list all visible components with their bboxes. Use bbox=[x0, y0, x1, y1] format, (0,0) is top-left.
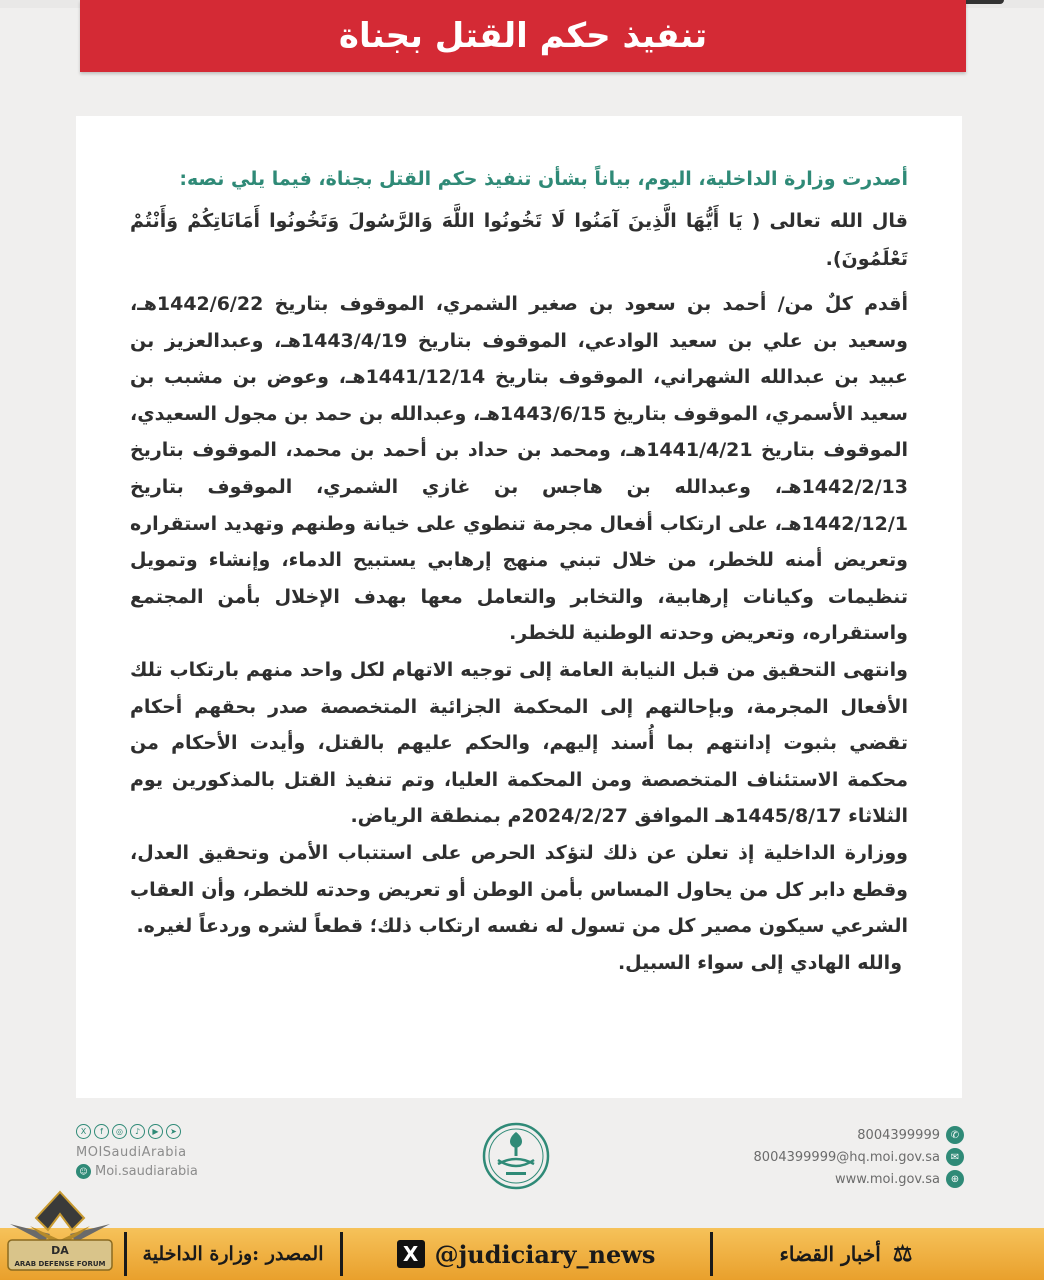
paragraph-ministry: ووزارة الداخلية إذ تعلن عن ذلك لتؤكد الحرص على استتباب الأمن وتحقيق العدل، وقطع دابر كل من يحاول المساس بأمن الوطن أو تعريض وحدته للخطر، وأن العقاب الشرعي سيكون مصير كل من تسول له نفسه ارتكاب ذلك؛ قطعاً لشره وردعاً لغيره. bbox=[130, 841, 908, 938]
paragraph-accused: أقدم كلٌ من/ أحمد بن سعود بن صغير الشمري، الموقوف بتاريخ 1442/6/22هـ، وسعيد بن علي بن سعيد الوادعي، الموقوف بتاريخ 1443/4/19هـ، وعبدالعزيز بن عبيد بن عبدالله الشهراني، الموقوف بتاريخ 1441/12/14هـ، وعوض بن مشبب بن سعيد الأسمري، الموقوف بتاريخ 1443/6/15هـ، وعبدالله بن حمد بن مجول السعيدي، الموقوف بتاريخ 1441/4/21هـ، ومحمد بن حداد بن أحمد بن محمد، الموقوف بتاريخ 1442/2/13هـ، وعبدالله بن هاجس بن غازي الشمري، الموقوف بتاريخ 1442/12/1هـ، على ارتكاب أفعال مجرمة تنطوي على خيانة وطنهم وتهديد استقراره وتعريض أمنه للخطر، من خلال تبني منهج إرهابي يستبيح الدماء، وإنشاء وتمويل تنظيمات وكيانات إرهابية، والتخابر والتعامل معها بهدف الإخلال بأمن المجتمع واستقراره، وتعريض وحدته الوطنية للخطر. bbox=[130, 293, 908, 645]
social-icons bbox=[76, 1124, 276, 1139]
email-icon: ✉ bbox=[946, 1148, 964, 1166]
forum-logo-text: ARAB DEFENSE FORUM bbox=[14, 1260, 106, 1268]
quran-verse: قال الله تعالى ( يَا أَيُّهَا الَّذِينَ آمَنُوا لَا تَخُونُوا اللَّهَ وَالرَّسُولَ وَتَخُونُوا أَمَانَاتِكُمْ وَأَنْتُمْ تَعْلَمُونَ). bbox=[130, 210, 908, 270]
page-title: تنفيذ حكم القتل بجناة bbox=[338, 16, 708, 56]
tiktok-icon[interactable]: ♪ bbox=[130, 1124, 145, 1139]
paragraph-investigation: وانتهى التحقيق من قبل النيابة العامة إلى توجيه الاتهام لكل واحد منهم بارتكاب تلك الأفعال المجرمة، وبإحالتهم إلى المحكمة الجزائية المتخصصة صدر بحقهم أحكام تقضي بثبوت إدانتهم بما أُسند إليهم، والحكم عليهم بالقتل، وأيدت الأحكام من محكمة الاستئناف المتخصصة ومن المحكمة العليا، وتم تنفيذ القتل بالمذكورين يوم الثلاثاء 1445/8/17هـ الموافق 2024/2/27م بمنطقة الرياض. bbox=[130, 658, 908, 828]
x-logo-icon: X bbox=[397, 1240, 425, 1268]
gavel-icon: ⚖ bbox=[892, 1241, 913, 1267]
statement-body bbox=[130, 160, 908, 981]
email-address: 8004399999@hq.moi.gov.sa bbox=[753, 1149, 940, 1165]
source-label: المصدر :وزارة الداخلية bbox=[142, 1243, 324, 1265]
social-handle[interactable]: MOISaudiArabia bbox=[76, 1145, 187, 1160]
divider-3 bbox=[710, 1232, 713, 1276]
snapchat-icon: ☺ bbox=[76, 1164, 91, 1179]
phone-number: 8004399999 bbox=[857, 1127, 940, 1143]
twitter-handle-block[interactable] bbox=[346, 1232, 706, 1276]
globe-icon: ⊕ bbox=[946, 1170, 964, 1188]
facebook-icon[interactable]: f bbox=[94, 1124, 109, 1139]
telegram-icon[interactable]: ➤ bbox=[166, 1124, 181, 1139]
website-row[interactable] bbox=[754, 1168, 964, 1190]
website-url: www.moi.gov.sa bbox=[835, 1171, 940, 1187]
ministry-emblem-icon bbox=[482, 1118, 550, 1194]
social-block bbox=[76, 1124, 276, 1179]
bottom-source-bar bbox=[0, 1228, 1044, 1280]
instagram-icon[interactable]: ◎ bbox=[112, 1124, 127, 1139]
twitter-handle: @judiciary_news bbox=[434, 1239, 656, 1269]
divider-1 bbox=[124, 1232, 127, 1276]
arab-defense-forum-logo bbox=[0, 1190, 120, 1280]
snapchat-handle: Moi.saudiarabia bbox=[95, 1164, 198, 1179]
news-brand-label: أخبار القضاء bbox=[779, 1242, 881, 1266]
title-banner bbox=[80, 0, 966, 72]
snapchat-row[interactable] bbox=[76, 1164, 276, 1179]
divider-2 bbox=[340, 1232, 343, 1276]
x-icon[interactable]: X bbox=[76, 1124, 91, 1139]
phone-row[interactable] bbox=[754, 1124, 964, 1146]
intro-line: أصدرت وزارة الداخلية، اليوم، بياناً بشأن تنفيذ حكم القتل بجناة، فيما يلي نصه: bbox=[179, 168, 908, 190]
contact-block bbox=[754, 1124, 964, 1190]
email-row[interactable] bbox=[754, 1146, 964, 1168]
phone-icon: ✆ bbox=[946, 1126, 964, 1144]
forum-logo-abbr: DA bbox=[51, 1244, 69, 1257]
news-brand-block bbox=[716, 1232, 976, 1276]
youtube-icon[interactable]: ▶ bbox=[148, 1124, 163, 1139]
closing-line: والله الهادي إلى سواء السبيل. bbox=[617, 951, 902, 974]
